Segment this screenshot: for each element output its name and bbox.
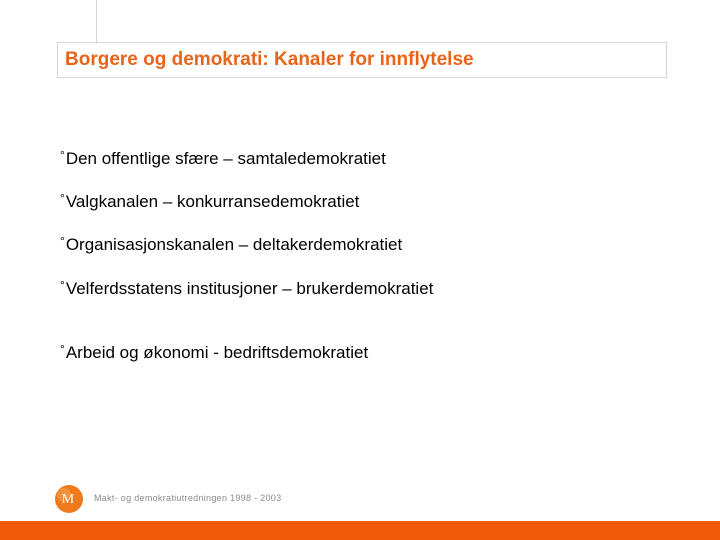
- bullet-marker: °: [60, 278, 65, 292]
- logo-letter: M: [61, 492, 75, 507]
- mdu-logo-icon: [54, 484, 84, 514]
- bullet-text: Arbeid og økonomi - bedriftsdemokratiet: [65, 343, 369, 362]
- bullet-item: [60, 148, 386, 169]
- footer-bar: [0, 521, 720, 540]
- bullet-marker: °: [60, 148, 65, 162]
- bullet-item: [60, 191, 359, 212]
- bullet-marker: °: [60, 342, 65, 356]
- title-box: [57, 42, 667, 78]
- bullet-item: [60, 234, 402, 255]
- bullet-item: [60, 278, 433, 299]
- bullet-marker: °: [60, 191, 65, 205]
- bullet-marker: °: [60, 234, 65, 248]
- slide-title: Borgere og demokrati: Kanaler for innflytelse: [65, 49, 474, 70]
- bullet-text: Valgkanalen – konkurransedemokratiet: [65, 192, 360, 211]
- bullet-item: [60, 342, 368, 363]
- organization-text: Makt- og demokratiutredningen 1998 - 2003: [94, 493, 282, 503]
- bullet-text: Velferdsstatens institusjoner – brukerdemokratiet: [65, 279, 434, 298]
- bullet-text: Den offentlige sfære – samtaledemokratiet: [65, 149, 386, 168]
- bullet-text: Organisasjonskanalen – deltakerdemokratiet: [65, 235, 403, 254]
- decorative-vertical-line: [96, 0, 97, 44]
